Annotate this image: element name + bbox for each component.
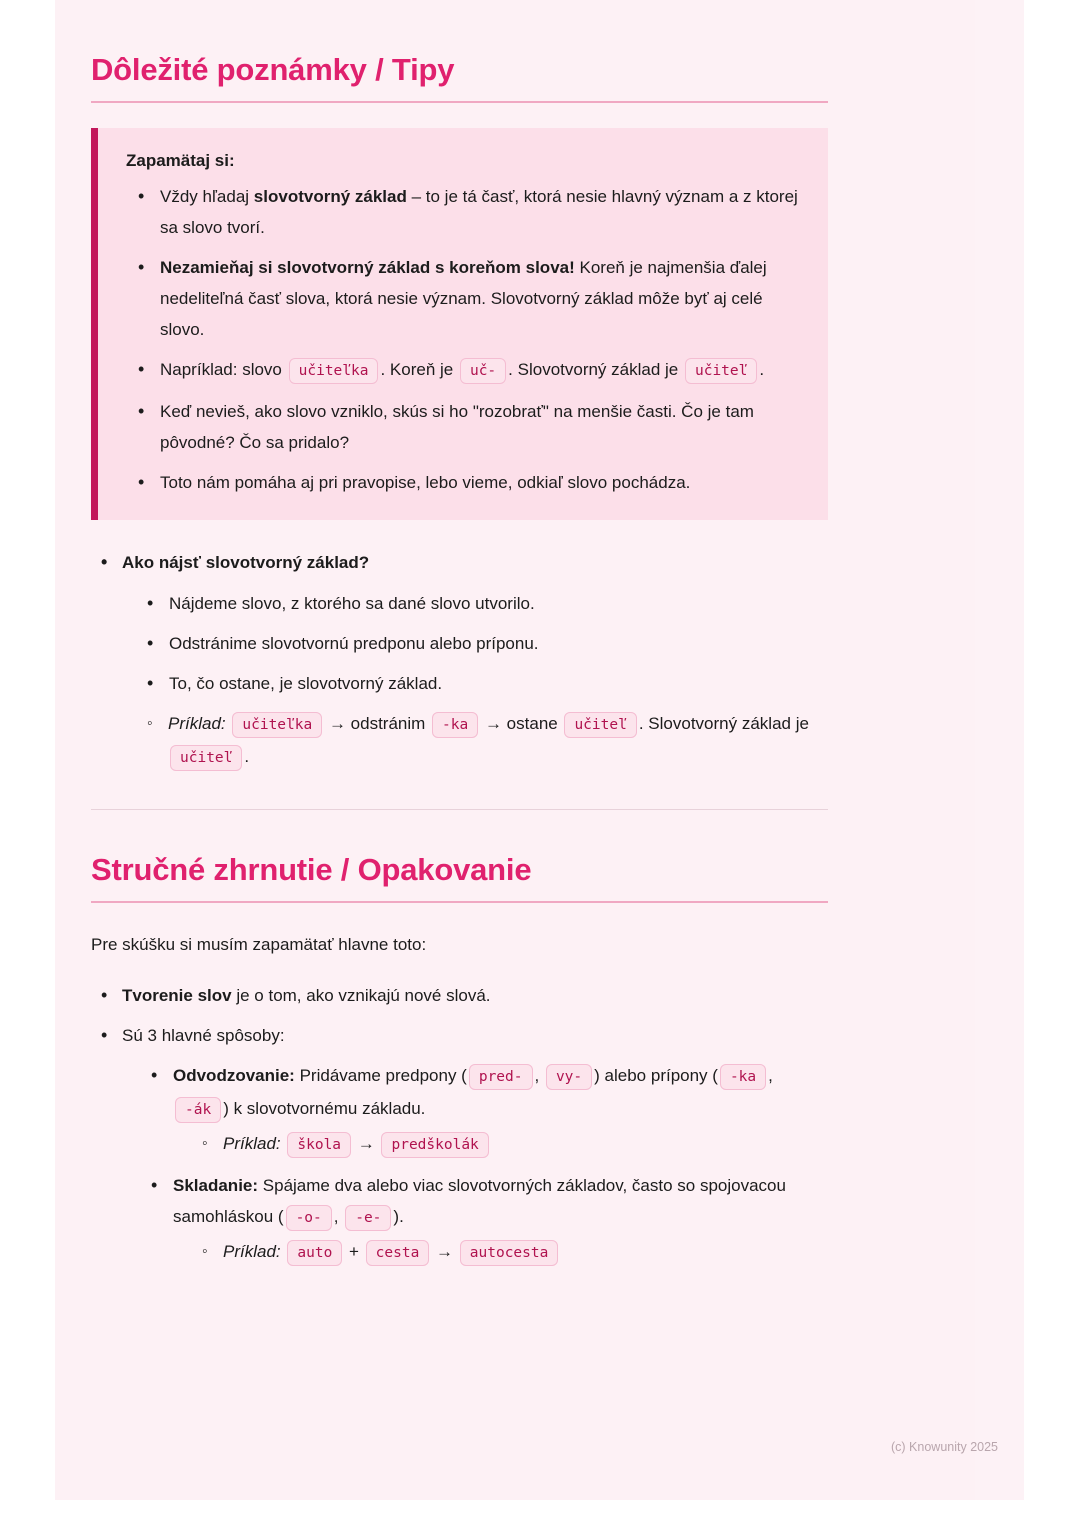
- list-item: • Nezamieňaj si slovotvorný základ s koreňom slova! Koreň je najmenšia ďalej nedeliteľná časť slova, ktorá nesie význam. Slovotvorný základ môže byť aj celé slovo.: [126, 252, 802, 345]
- summary-title: Stručné zhrnutie / Opakovanie: [91, 852, 532, 887]
- copyright-credit: (c) Knowunity 2025: [891, 1440, 999, 1454]
- example-label: Príklad:: [223, 1242, 281, 1261]
- code-token: učiteľ: [685, 358, 757, 384]
- summary-list: [91, 980, 831, 1269]
- code-token: cesta: [366, 1240, 430, 1266]
- page-title: Dôležité poznámky / Tipy: [91, 52, 455, 87]
- list-item: • Sú 3 hlavné spôsoby: • Odvodzovanie: Pridávame predpony ( pred- , vy- ) alebo prípony ( -ka , -ák ) k slovotvornému základu. ◦ Príklad: škola → predškolák • Skladanie: Spájame dva alebo viac slovotvorných základov, často so spojovacou samohláskou ( -o- , -e- ). ◦ Príklad: auto + cesta → autocesta: [91, 1020, 831, 1269]
- code-token: učiteľ: [564, 712, 636, 738]
- example-list: [190, 1236, 831, 1269]
- document-content: [91, 0, 831, 1269]
- code-token: vy-: [546, 1064, 592, 1090]
- example-label: Príklad:: [223, 1134, 281, 1153]
- code-token: -ák: [175, 1097, 221, 1123]
- summary-section: [91, 852, 831, 1269]
- list-item: ◦ Príklad: auto + cesta → autocesta: [190, 1236, 831, 1269]
- code-token: učiteľka: [289, 358, 379, 384]
- callout-list: [126, 181, 802, 498]
- list-item: • Napríklad: slovo učiteľka . Koreň je uč- . Slovotvorný základ je učiteľ .: [126, 354, 802, 387]
- code-token: uč-: [460, 358, 506, 384]
- section-divider: [91, 809, 828, 810]
- code-token: auto: [287, 1240, 342, 1266]
- code-token: -e-: [345, 1205, 391, 1231]
- list-item: • Tvorenie slov je o tom, ako vznikajú nové slová.: [91, 980, 831, 1011]
- list-item: ◦ Príklad: učiteľka → odstránim -ka → ostane učiteľ . Slovotvorný základ je učiteľ .: [135, 708, 831, 774]
- code-token: -ka: [432, 712, 478, 738]
- emphasis-text: Nezamieňaj si slovotvorný základ s koreňom slova!: [160, 258, 575, 277]
- howto-list: [91, 547, 831, 774]
- list-item: • Nájdeme slovo, z ktorého sa dané slovo utvorilo.: [135, 588, 831, 619]
- code-token: autocesta: [460, 1240, 559, 1266]
- title-divider: [91, 101, 828, 103]
- code-token: -ka: [720, 1064, 766, 1090]
- code-token: učiteľka: [232, 712, 322, 738]
- emphasis-text: slovotvorný základ: [253, 187, 407, 206]
- howto-heading: Ako nájsť slovotvorný základ?: [122, 553, 370, 572]
- howto-sublist: [135, 588, 831, 774]
- code-token: učiteľ: [170, 745, 242, 771]
- summary-title-divider: [91, 901, 828, 903]
- code-token: predškolák: [381, 1132, 488, 1158]
- list-item: • Skladanie: Spájame dva alebo viac slovotvorných základov, často so spojovacou samohláskou ( -o- , -e- ). ◦ Príklad: auto + cesta → autocesta: [139, 1170, 831, 1269]
- list-item: [91, 547, 831, 774]
- summary-intro: Pre skúšku si musím zapamätať hlavne toto:: [91, 935, 427, 954]
- code-token: škola: [287, 1132, 351, 1158]
- sub-list: [139, 1060, 831, 1269]
- list-item: • Keď nevieš, ako slovo vzniklo, skús si ho "rozobrať" na menšie časti. Čo je tam pôvodné? Čo sa pridalo?: [126, 396, 802, 458]
- list-item: • Toto nám pomáha aj pri pravopise, lebo vieme, odkiaľ slovo pochádza.: [126, 467, 802, 498]
- list-item: • Vždy hľadaj slovotvorný základ – to je tá časť, ktorá nesie hlavný význam a z ktorej sa slovo tvorí.: [126, 181, 802, 243]
- list-item: • To, čo ostane, je slovotvorný základ.: [135, 668, 831, 699]
- emphasis-text: Skladanie:: [173, 1176, 259, 1195]
- code-token: pred-: [469, 1064, 533, 1090]
- example-list: [190, 1128, 831, 1161]
- list-item: ◦ Príklad: škola → predškolák: [190, 1128, 831, 1161]
- page-right-margin: [1024, 0, 1040, 1500]
- callout-heading: Zapamätaj si:: [126, 151, 235, 170]
- remember-callout: [91, 128, 828, 520]
- emphasis-text: Tvorenie slov: [122, 986, 232, 1005]
- list-item: • Odvodzovanie: Pridávame predpony ( pred- , vy- ) alebo prípony ( -ka , -ák ) k slovotvornému základu. ◦ Príklad: škola → predškolák: [139, 1060, 831, 1161]
- list-item: • Odstránime slovotvornú predponu alebo príponu.: [135, 628, 831, 659]
- example-label: Príklad:: [168, 714, 226, 733]
- emphasis-text: Odvodzovanie:: [173, 1066, 295, 1085]
- code-token: -o-: [286, 1205, 332, 1231]
